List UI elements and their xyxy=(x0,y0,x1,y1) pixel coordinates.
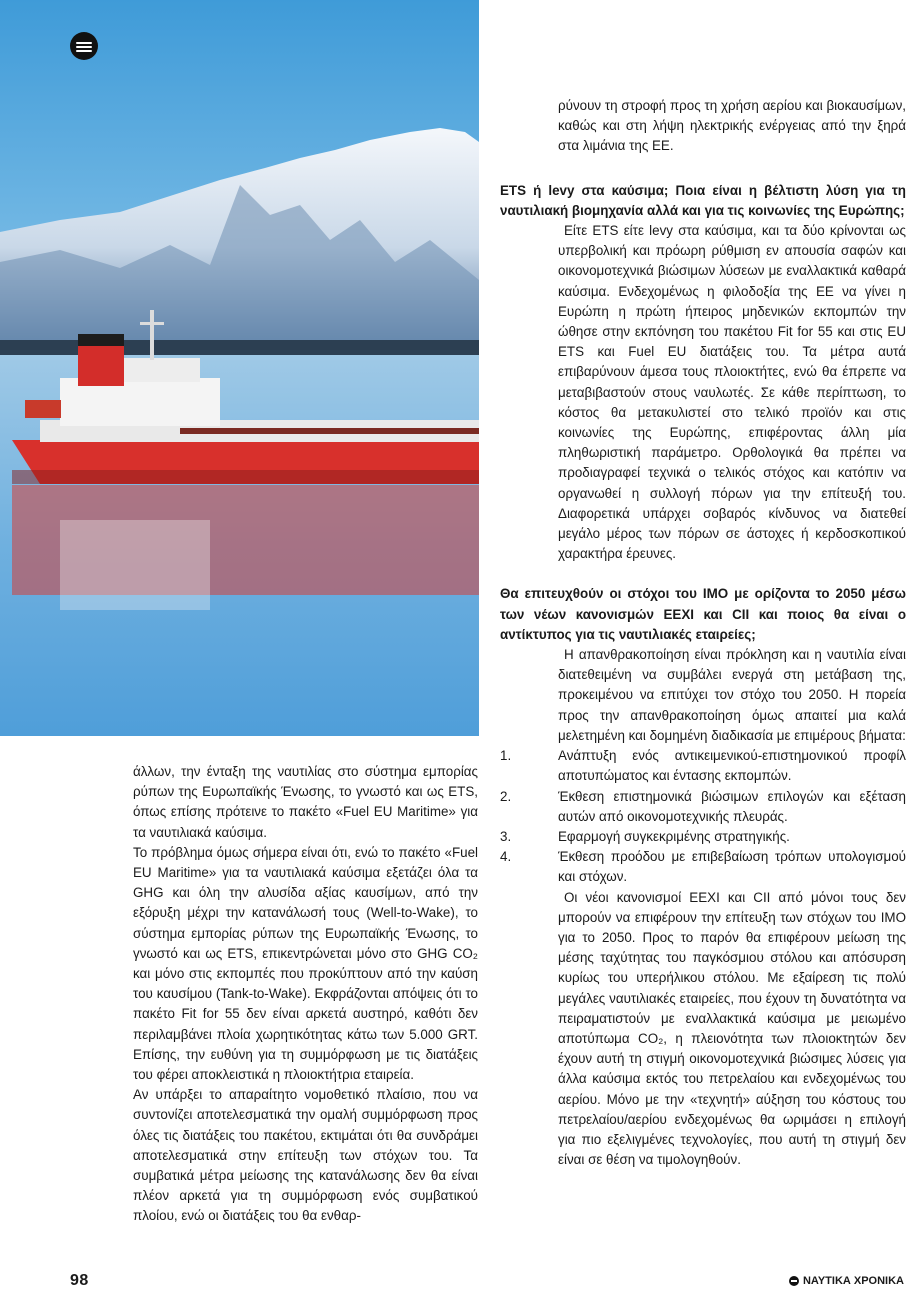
list-item xyxy=(500,847,906,887)
wave-logo-icon xyxy=(70,32,98,60)
list-number: 3. xyxy=(500,828,512,844)
list-item xyxy=(500,787,906,827)
ship-photo xyxy=(0,0,479,736)
list-number: 1. xyxy=(500,748,512,764)
left-column xyxy=(133,762,478,1227)
steps-list xyxy=(500,746,906,887)
body-paragraph: άλλων, την ένταξη της ναυτιλίας στο σύστημα εμπορίας ρύπων της Ευρωπαϊκής Ένωσης, το γνωστό και ως ETS, όπως επίσης πρότεινε το πακέτο «Fuel EU Maritime» για τα ναυτιλιακά καύσιμα. xyxy=(133,764,478,840)
list-text: Ανάπτυξη ενός αντικειμενικού-επιστημονικού προφίλ αποτυπώματος και έντασης εκπομπών. xyxy=(558,748,906,784)
list-text: Εφαρμογή συγκεκριμένης στρατηγικής. xyxy=(558,828,790,844)
list-text: Έκθεση επιστημονικά βιώσιμων επιλογών και εξέταση αυτών από οικονομοτεχνικής πλευράς. xyxy=(558,788,906,824)
list-item xyxy=(500,827,906,847)
answer-paragraph: Είτε ETS είτε levy στα καύσιμα, και τα δύο κρίνονται ως υπερβολική και πρόωρη ρύθμιση εν απουσία σαφών και οικονομοτεχνικά βιώσιμων λύσεων με εναλλακτικά καθαρά καύσιμα. Ενδεχομένως η φιλοδοξία της ΕΕ να γίνει η Ευρώπη η πρώτη ήπειρος μηδενικών εκπομπών την ώθησε στην εκπόνηση του πακέτου Fit for 55 και στις EU ETS και Fuel EU διατάξεις του. Τα μέτρα αυτά επιβαρύνουν άμεσα τους πλοιοκτήτες, ενώ θα έπρεπε να μεταβιβαστούν στους ναυλωτές. Σε κάθε περίπτωση, το κόστος θα μετακυλιστεί στο τελικό προϊόν και στις κοινωνίες της Ευρώπης, επιφέροντας άλλη μία πληθωριστική παράμετρο. Ορθολογικά θα πρέπει να προδιαγραφεί τεχνικά ο τελικός στόχος και κατόπιν να οργανωθεί η συλλογή πόρων για την επίτευξή του. Διαφορετικά υπάρχει σοβαρός κίνδυνος να διατεθεί μεγάλο μέρος των πόρων σε άστοχες ή κερδοσκοπικού χαρακτήρα έρευνες. xyxy=(558,223,906,562)
right-column xyxy=(500,96,906,1170)
answer-paragraph: Οι νέοι κανονισμοί EEXI και CII από μόνοι τους δεν μπορούν να επιφέρουν την επίτευξη των στόχων του IMO για το 2050. Προς το παρόν θα επιφέρουν μείωση της μέσης ταχύτητας του παγκόσμιου στόλου και απόσυρση κυρίως του υπερήλικου στόλου. Με εξαίρεση τις πολύ μεγάλες ναυτιλιακές εταιρείες, που έχουν τη δυνατότητα να πειραματιστούν με εναλλακτικά καύσιμα με μειωμένο αποτύπωμα CO₂, η πλειονότητα των πλοιοκτητών δεν έχουν αυτή τη στιγμή οικονομοτεχνικά βιώσιμες λύσεις για άλλα καύσιμα εκτός του πετρελαίου και ενδεχομένως του αερίου. Μόνο με την «τεχνητή» αύξηση του κόστους του πετρελαίου/αερίου ενδεχομένως θα ωριμάσει η επιλογή για πιο εξελιγμένες τεχνολογίες, που αυτή τη στιγμή δεν είναι σε θέση να τιμολογηθούν. xyxy=(558,889,906,1168)
publication-brand xyxy=(789,1275,904,1287)
list-number: 4. xyxy=(500,849,512,865)
question-heading: ETS ή levy στα καύσιμα; Ποια είναι η βέλτιστη λύση για τη ναυτιλιακή βιομηχανία αλλά και για τις κοινωνίες της Ευρώπης; xyxy=(500,182,906,218)
brand-name: ΝΑΥΤΙΚΑ ΧΡΟΝΙΚΑ xyxy=(802,1275,904,1287)
continuation-paragraph: ρύνουν τη στροφή προς τη χρήση αερίου και βιοκαυσίμων, καθώς και στη λήψη ηλεκτρικής ενέργειας από την ξηρά στα λιμάνια της ΕΕ. xyxy=(558,98,906,154)
list-number: 2. xyxy=(500,788,512,804)
list-item xyxy=(500,746,906,786)
brand-logo-icon xyxy=(789,1276,799,1286)
body-paragraph: Το πρόβλημα όμως σήμερα είναι ότι, ενώ το πακέτο «Fuel EU Maritime» για τα ναυτιλιακά καύσιμα εξετάζει όλα τα GHG και όλη την αλυσίδα αξίας καυσίμων, από την εξόρυξη μέχρι την κατανάλωσή τους (Well-to-Wake), το σύστημα εμπορίας ρύπων της Ευρωπαϊκής Ένωσης, το γνωστό και ως ETS, επικεντρώνεται μόνο στο GHG CO₂ και μόνο στις εκπομπές που προκύπτουν από την καύση του καυσίμου (Tank-to-Wake). Εκφράζονται απόψεις ότι το πακέτο Fit for 55 δεν είναι αρκετά αυστηρό, καθότι δεν περιλαμβάνει πλοία χωρητικότητας κάτω των 5.000 GRT. Επίσης, την ευθύνη για τη συμμόρφωση με τις διατάξεις του φέρει αποκλειστικά η πλοιοκτήτρια εταιρεία. xyxy=(133,844,478,1083)
page-number: 98 xyxy=(70,1272,89,1289)
question-heading: Θα επιτευχθούν οι στόχοι του IMO με ορίζοντα το 2050 μέσω των νέων κανονισμών EEXI και CII και ποιος θα είναι ο αντίκτυπος για τις ναυτιλιακές εταιρείες; xyxy=(500,586,906,642)
list-text: Έκθεση προόδου με επιβεβαίωση τρόπων υπολογισμού και στόχων. xyxy=(558,849,906,885)
answer-paragraph: Η απανθρακοποίηση είναι πρόκληση και η ναυτιλία είναι διατεθειμένη να συμβάλει ενεργά στη μετάβαση της, προκειμένου να επιτύχει τον στόχο του 2050. Η πορεία προς την απανθρακοποίηση όμως απαιτεί μια καλά μελετημένη και δομημένη διαδικασία με επιμέρους βήματα: xyxy=(558,647,906,743)
body-paragraph: Αν υπάρξει το απαραίτητο νομοθετικό πλαίσιο, που να συντονίζει αποτελεσματικά την ομαλή συμμόρφωση προς όλες τις διατάξεις του πακέτου, εκτιμάται ότι θα συνδράμει αποτελεσματικά στην επίτευξη των στόχων του. Τα συμβατικά μέτρα μείωσης της κατανάλωσης δεν θα είναι πλέον αρκετά για τη συμμόρφωση ενός συμβατικού πλοίου, ενώ οι διατάξεις του θα ενθαρ- xyxy=(133,1087,478,1224)
